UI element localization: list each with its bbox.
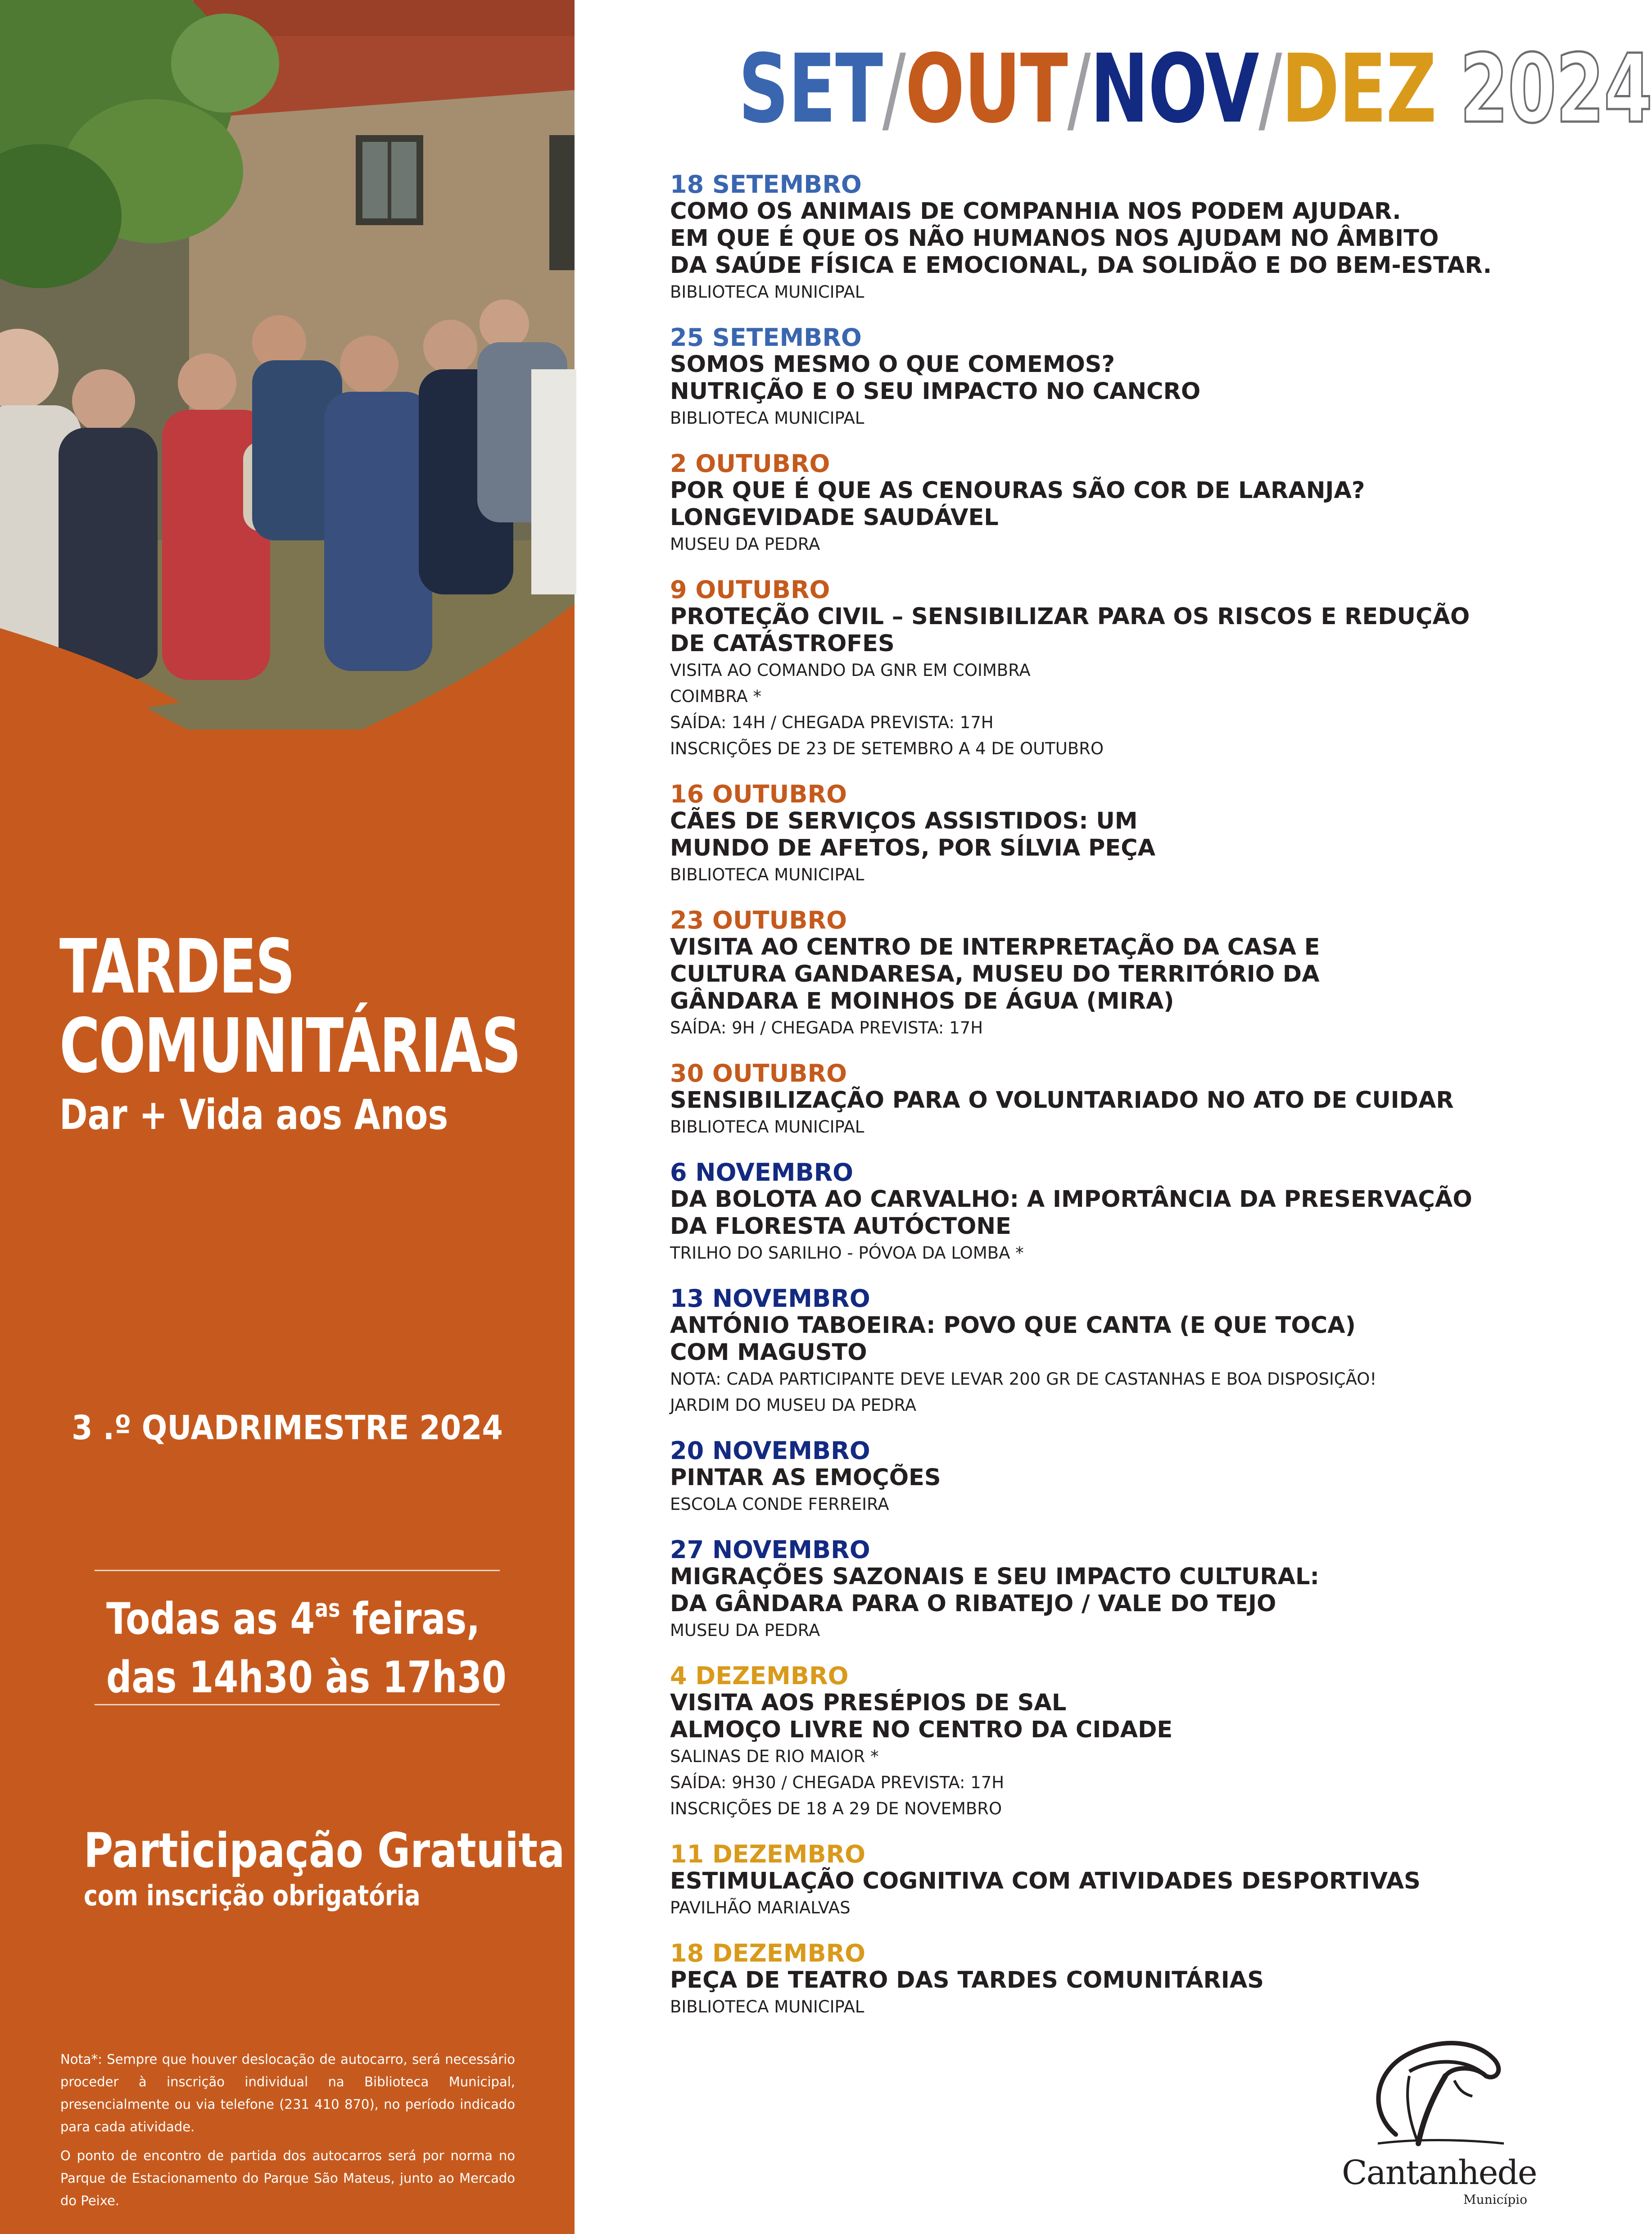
cantanhede-logo: [1342, 2022, 1537, 2216]
subtitle: Dar + Vida aos Anos: [59, 1091, 448, 1139]
event-date: 16 OUTUBRO: [670, 780, 847, 808]
event-detail: COIMBRA *: [670, 687, 761, 706]
event-detail: TRILHO DO SARILHO - PÓVOA DA LOMBA *: [670, 1243, 1024, 1263]
event-date: 6 NOVEMBRO: [670, 1158, 854, 1187]
event-item: [670, 1437, 1516, 1518]
event-detail: JARDIM DO MUSEU DA PEDRA: [670, 1396, 917, 1415]
event-detail: SAÍDA: 9H30 / CHEGADA PREVISTA: 17H: [670, 1773, 1005, 1792]
event-item: [670, 1060, 1516, 1140]
event-detail: INSCRIÇÕES DE 23 DE SETEMBRO A 4 DE OUTUBRO: [670, 739, 1104, 758]
event-list: [670, 171, 1516, 2039]
event-detail: BIBLIOTECA MUNICIPAL: [670, 282, 864, 302]
event-title: PEÇA DE TEATRO DAS TARDES COMUNITÁRIAS: [670, 1967, 1264, 1994]
header-slash: /: [1067, 34, 1091, 144]
event-detail: MUSEU DA PEDRA: [670, 535, 820, 554]
left-panel: [0, 0, 575, 2234]
event-date: 18 DEZEMBRO: [670, 1939, 866, 1967]
schedule-line1-sup: as: [315, 1594, 340, 1622]
event-date: 30 OUTUBRO: [670, 1059, 847, 1088]
footnote-2: O ponto de encontro de partida dos autocarros será por norma no Parque de Estacionamento do Parque São Mateus, junto ao Mercado do Peixe.: [60, 2148, 515, 2208]
title-block: [59, 924, 682, 1139]
participation-title: Participação Gratuita: [84, 1823, 565, 1878]
event-item: [670, 907, 1516, 1041]
header-set: SET: [738, 34, 883, 144]
event-title: ESTIMULAÇÃO COGNITIVA COM ATIVIDADES DESPORTIVAS: [670, 1868, 1421, 1894]
event-date: 13 NOVEMBRO: [670, 1284, 870, 1313]
event-title: POR QUE É QUE AS CENOURAS SÃO COR DE LARANJA? LONGEVIDADE SAUDÁVEL: [670, 477, 1365, 531]
schedule-line1: [106, 1590, 507, 1648]
event-date: 25 SETEMBRO: [670, 323, 862, 352]
cantanhede-logo-icon: [1342, 2022, 1531, 2157]
event-detail: BIBLIOTECA MUNICIPAL: [670, 408, 864, 428]
event-title: VISITA AOS PRESÉPIOS DE SAL ALMOÇO LIVRE NO CENTRO DA CIDADE: [670, 1690, 1173, 1743]
event-item: [670, 1940, 1516, 2020]
event-date: 18 SETEMBRO: [670, 170, 862, 199]
event-detail: NOTA: CADA PARTICIPANTE DEVE LEVAR 200 GR DE CASTANHAS E BOA DISPOSIÇÃO!: [670, 1369, 1377, 1389]
event-title: SOMOS MESMO O QUE COMEMOS? NUTRIÇÃO E O SEU IMPACTO NO CANCRO: [670, 351, 1201, 405]
header-year: 2024: [1460, 34, 1652, 144]
header-nov: NOV: [1090, 34, 1259, 144]
event-date: 11 DEZEMBRO: [670, 1840, 866, 1868]
event-detail: MUSEU DA PEDRA: [670, 1621, 820, 1640]
footnote-1: Nota*: Sempre que houver deslocação de autocarro, será necessário proceder à inscrição individual na Biblioteca Municipal, presencialmente ou via telefone (231 410 870), no período indicado para cada atividade.: [60, 2052, 515, 2134]
event-title: PINTAR AS EMOÇÕES: [670, 1464, 941, 1491]
event-date: 9 OUTUBRO: [670, 575, 830, 604]
event-date: 23 OUTUBRO: [670, 906, 847, 934]
event-date: 27 NOVEMBRO: [670, 1536, 870, 1564]
quadrimester-label: 3 .º QUADRIMESTRE 2024: [72, 1409, 503, 1447]
event-item: [670, 1159, 1516, 1266]
event-item: [670, 324, 1516, 431]
event-date: 2 OUTUBRO: [670, 449, 830, 478]
event-title: ANTÓNIO TABOEIRA: POVO QUE CANTA (E QUE TOCA) COM MAGUSTO: [670, 1312, 1356, 1366]
schedule-line1-b: feiras,: [340, 1594, 480, 1644]
schedule-line1-a: Todas as 4: [106, 1594, 315, 1644]
event-item: [670, 1663, 1516, 1822]
schedule-line2: das 14h30 às 17h30: [106, 1652, 507, 1703]
group-of-people-photo: [0, 0, 575, 730]
event-title: MIGRAÇÕES SAZONAIS E SEU IMPACTO CULTURAL: DA GÂNDARA PARA O RIBATEJO / VALE DO TEJO: [670, 1563, 1319, 1617]
header-dez: DEZ: [1281, 34, 1436, 144]
event-title: SENSIBILIZAÇÃO PARA O VOLUNTARIADO NO ATO DE CUIDAR: [670, 1087, 1454, 1114]
main-title-line2: COMUNITÁRIAS: [59, 1003, 520, 1090]
page-header: [738, 34, 1652, 144]
divider-bottom: [95, 1704, 500, 1705]
event-detail: PAVILHÃO MARIALVAS: [670, 1898, 851, 1917]
event-item: [670, 1536, 1516, 1644]
event-detail: SAÍDA: 14H / CHEGADA PREVISTA: 17H: [670, 713, 994, 732]
main-title-line1: TARDES: [59, 924, 294, 1011]
event-title: PROTEÇÃO CIVIL – SENSIBILIZAR PARA OS RISCOS E REDUÇÃO DE CATÁSTROFES: [670, 603, 1470, 657]
schedule-text: [106, 1590, 507, 1707]
logo-name: Cantanhede: [1342, 2153, 1537, 2192]
event-detail: SAÍDA: 9H / CHEGADA PREVISTA: 17H: [670, 1018, 983, 1038]
divider-top: [95, 1570, 500, 1571]
event-detail: BIBLIOTECA MUNICIPAL: [670, 1117, 864, 1137]
event-detail: BIBLIOTECA MUNICIPAL: [670, 1997, 864, 2016]
event-date: 20 NOVEMBRO: [670, 1436, 870, 1465]
logo-sub: Município: [1463, 2192, 1527, 2207]
event-item: [670, 1285, 1516, 1418]
event-detail: INSCRIÇÕES DE 18 A 29 DE NOVEMBRO: [670, 1799, 1002, 1818]
event-title: CÃES DE SERVIÇOS ASSISTIDOS: UM MUNDO DE AFETOS, POR SÍLVIA PEÇA: [670, 808, 1156, 861]
participation-sub: com inscrição obrigatória: [84, 1879, 421, 1912]
event-title: DA BOLOTA AO CARVALHO: A IMPORTÂNCIA DA PRESERVAÇÃO DA FLORESTA AUTÓCTONE: [670, 1186, 1472, 1240]
event-item: [670, 450, 1516, 557]
event-title: COMO OS ANIMAIS DE COMPANHIA NOS PODEM AJUDAR. EM QUE É QUE OS NÃO HUMANOS NOS AJUDAM NO ÂMBITO DA SAÚDE FÍSICA E EMOCIONAL, DA SOLIDÃO E DO BEM-ESTAR.: [670, 198, 1492, 279]
event-detail: SALINAS DE RIO MAIOR *: [670, 1747, 879, 1766]
event-detail: ESCOLA CONDE FERREIRA: [670, 1495, 889, 1514]
event-item: [670, 781, 1516, 888]
event-date: 4 DEZEMBRO: [670, 1662, 849, 1690]
event-detail: VISITA AO COMANDO DA GNR EM COIMBRA: [670, 661, 1031, 680]
event-detail: BIBLIOTECA MUNICIPAL: [670, 865, 864, 884]
header-slash: /: [1258, 34, 1281, 144]
participation-block: [84, 1824, 565, 1914]
header-out: OUT: [905, 34, 1068, 144]
event-item: [670, 576, 1516, 762]
header-slash: /: [882, 34, 905, 144]
event-item: [670, 1841, 1516, 1921]
event-item: [670, 171, 1516, 305]
event-title: VISITA AO CENTRO DE INTERPRETAÇÃO DA CASA E CULTURA GANDARESA, MUSEU DO TERRITÓRIO DA GÂNDARA E MOINHOS DE ÁGUA (MIRA): [670, 934, 1320, 1015]
